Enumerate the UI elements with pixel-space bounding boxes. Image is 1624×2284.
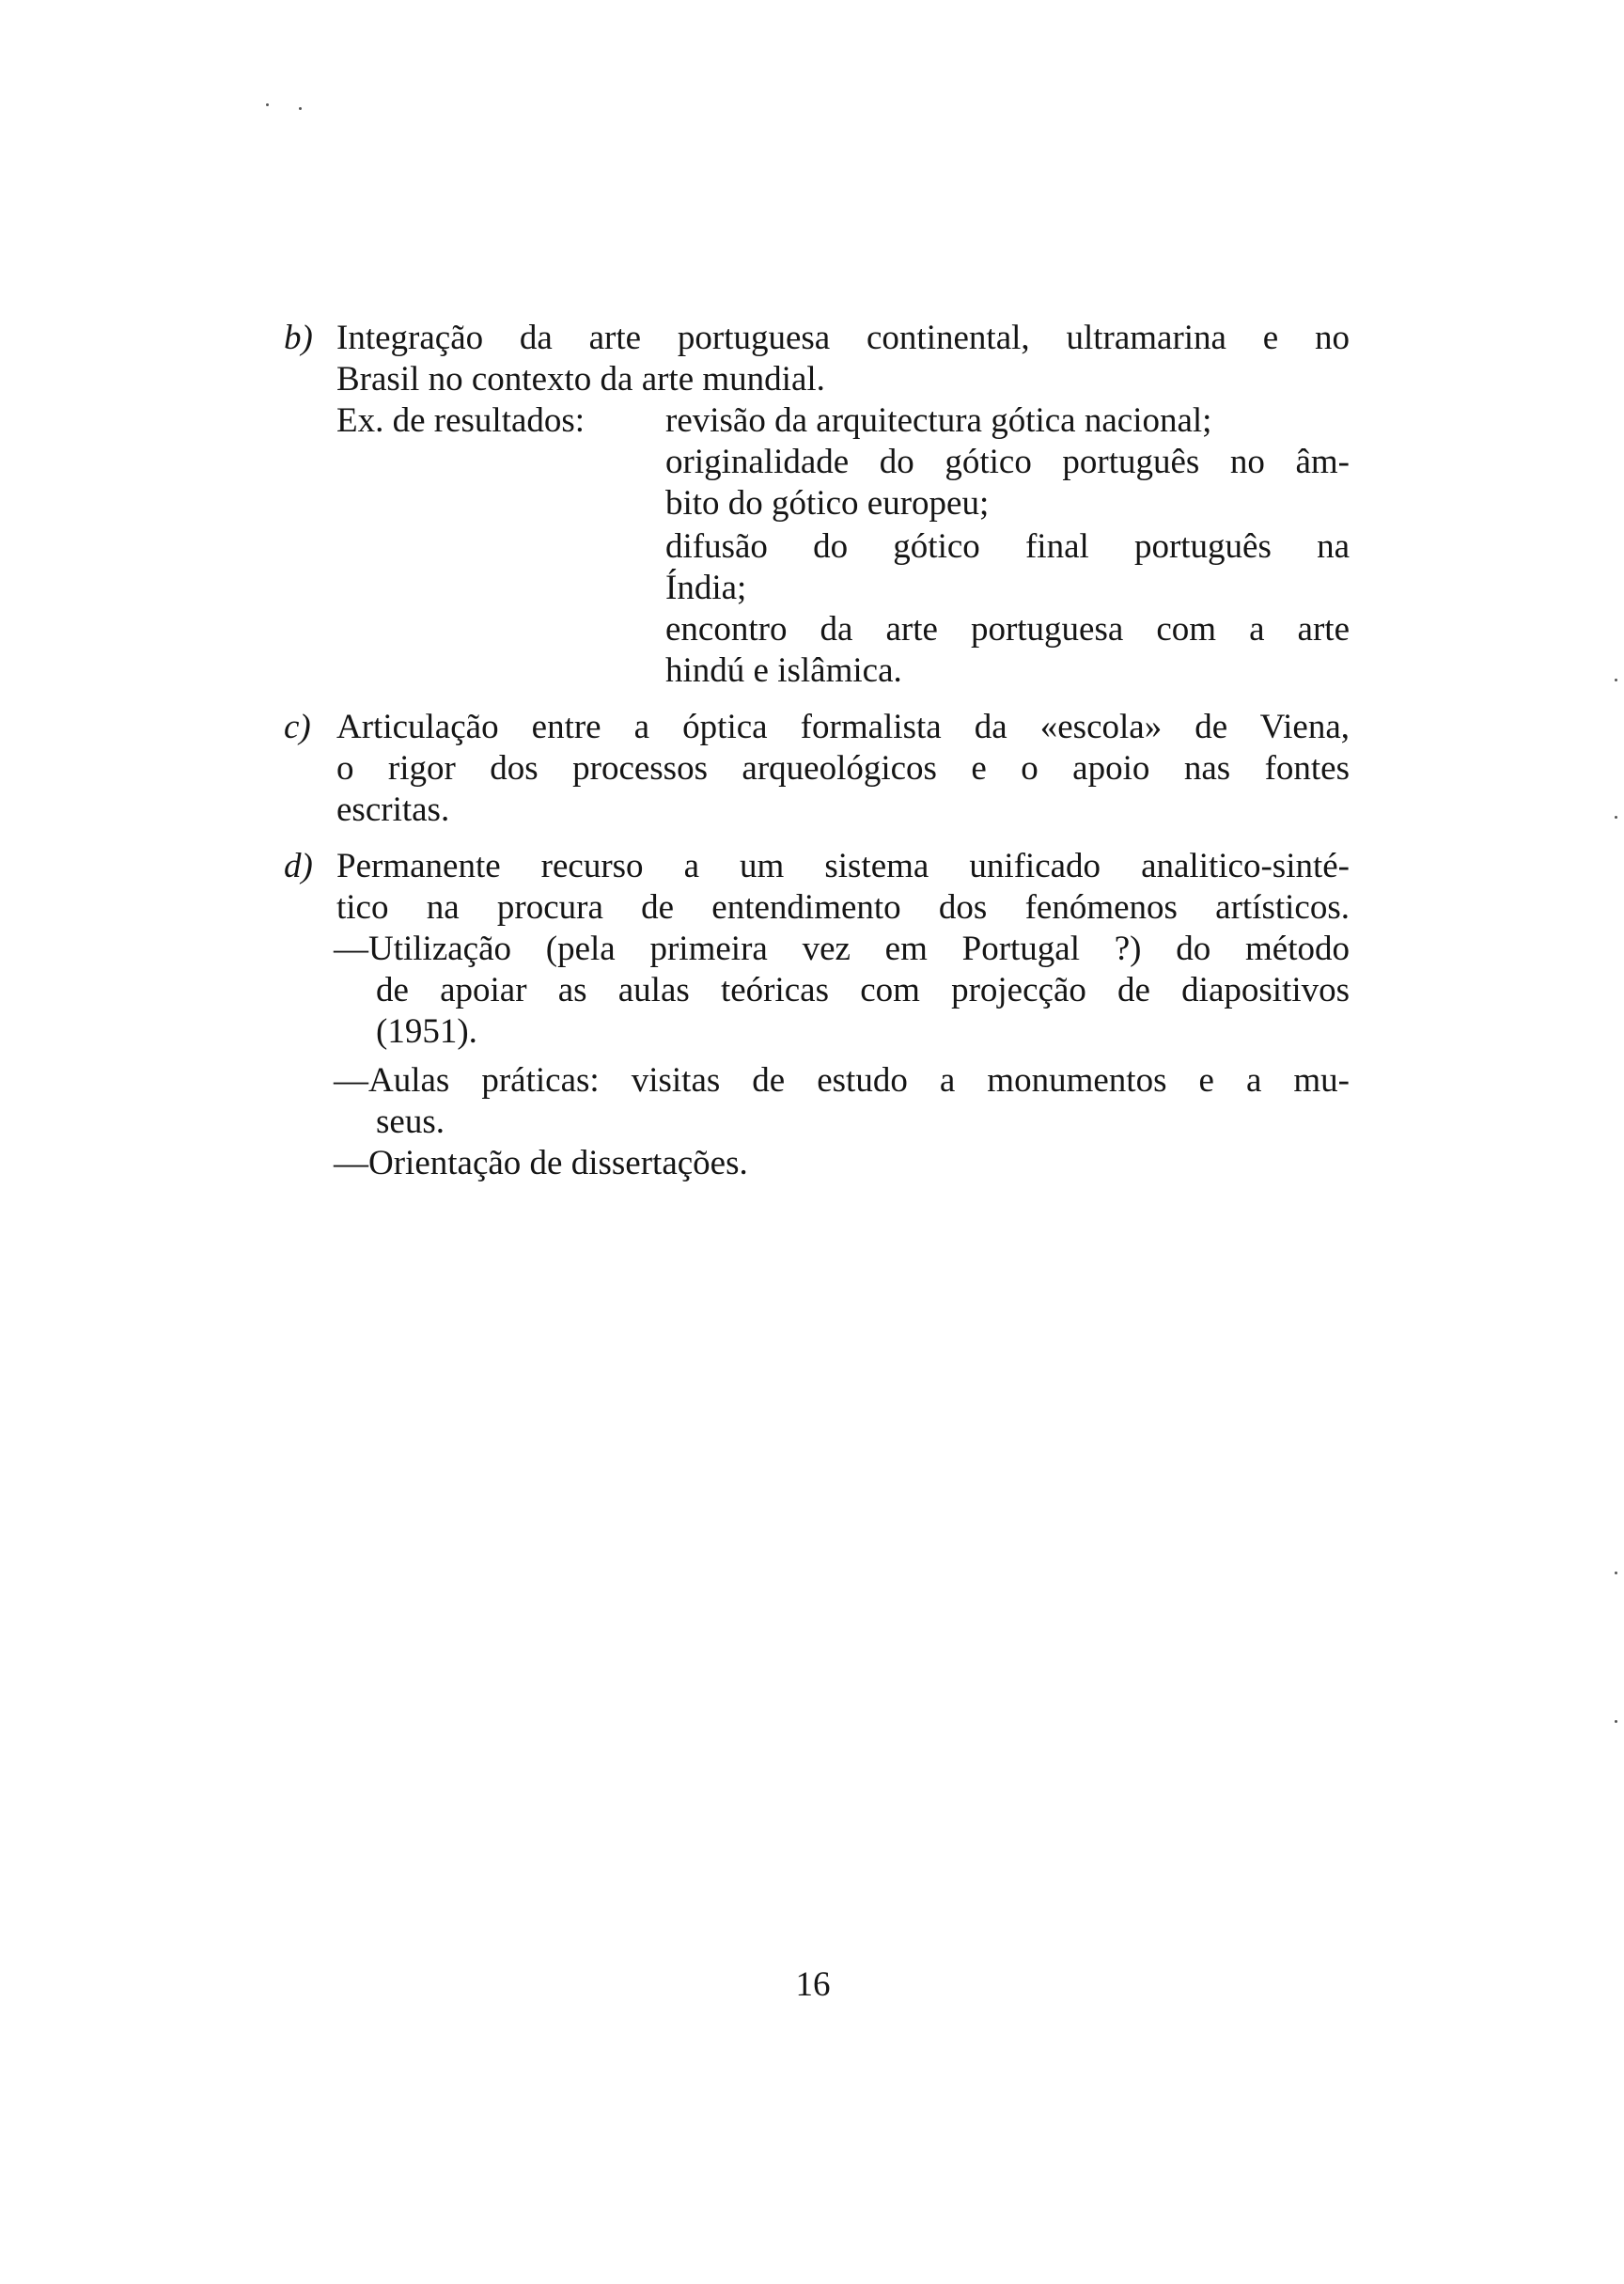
- item-b-label: b): [284, 319, 313, 357]
- item-d-line-2: tico na procura de entendimento dos fenómenos artísticos.: [336, 888, 1350, 927]
- page-number: 16: [795, 1965, 831, 2004]
- item-c-line-1: Articulação entre a óptica formalista da «escola» de Viena,: [336, 708, 1350, 746]
- item-c-label: c): [284, 708, 311, 746]
- item-d-bullet-3-line-1: —Orientação de dissertações.: [334, 1144, 748, 1182]
- item-c-line-2: o rigor dos processos arqueológicos e o apoio nas fontes: [336, 749, 1350, 788]
- item-b-example-line-5: Índia;: [665, 569, 747, 607]
- item-b-line-1: Integração da arte portuguesa continental, ultramarina e no: [336, 319, 1350, 357]
- item-d-label: d): [284, 847, 313, 885]
- scan-speck: [1615, 1720, 1617, 1723]
- scan-speck: [266, 103, 269, 106]
- item-b-example-line-1: revisão da arquitectura gótica nacional;: [665, 401, 1212, 440]
- item-b-example-line-6: encontro da arte portuguesa com a arte: [665, 610, 1350, 649]
- item-b-example-line-4: difusão do gótico final português na: [665, 527, 1350, 566]
- item-d-bullet-1-line-1: —Utilização (pela primeira vez em Portugal ?) do método: [334, 930, 1350, 968]
- item-d-bullet-2-line-1: —Aulas práticas: visitas de estudo a monumentos e a mu-: [334, 1061, 1350, 1100]
- item-b-example-line-7: hindú e islâmica.: [665, 651, 902, 690]
- scan-speck: [1615, 679, 1617, 681]
- item-d-bullet-1-line-2: de apoiar as aulas teóricas com projecção de diapositivos: [376, 971, 1350, 1009]
- item-c-line-3: escritas.: [336, 790, 450, 829]
- scan-speck: [1615, 816, 1617, 819]
- item-d-line-1: Permanente recurso a um sistema unificado analitico-sinté-: [336, 847, 1350, 885]
- item-b-example-line-3: bito do gótico europeu;: [665, 484, 990, 523]
- item-b-examples-label: Ex. de resultados:: [336, 401, 586, 440]
- scan-speck: [299, 107, 302, 110]
- scan-speck: [1615, 1572, 1617, 1574]
- item-b-example-line-2: originalidade do gótico português no âm-: [665, 443, 1350, 481]
- item-b-line-2: Brasil no contexto da arte mundial.: [336, 360, 825, 399]
- item-d-bullet-2-line-2: seus.: [376, 1103, 445, 1141]
- item-d-bullet-1-line-3: (1951).: [376, 1012, 477, 1051]
